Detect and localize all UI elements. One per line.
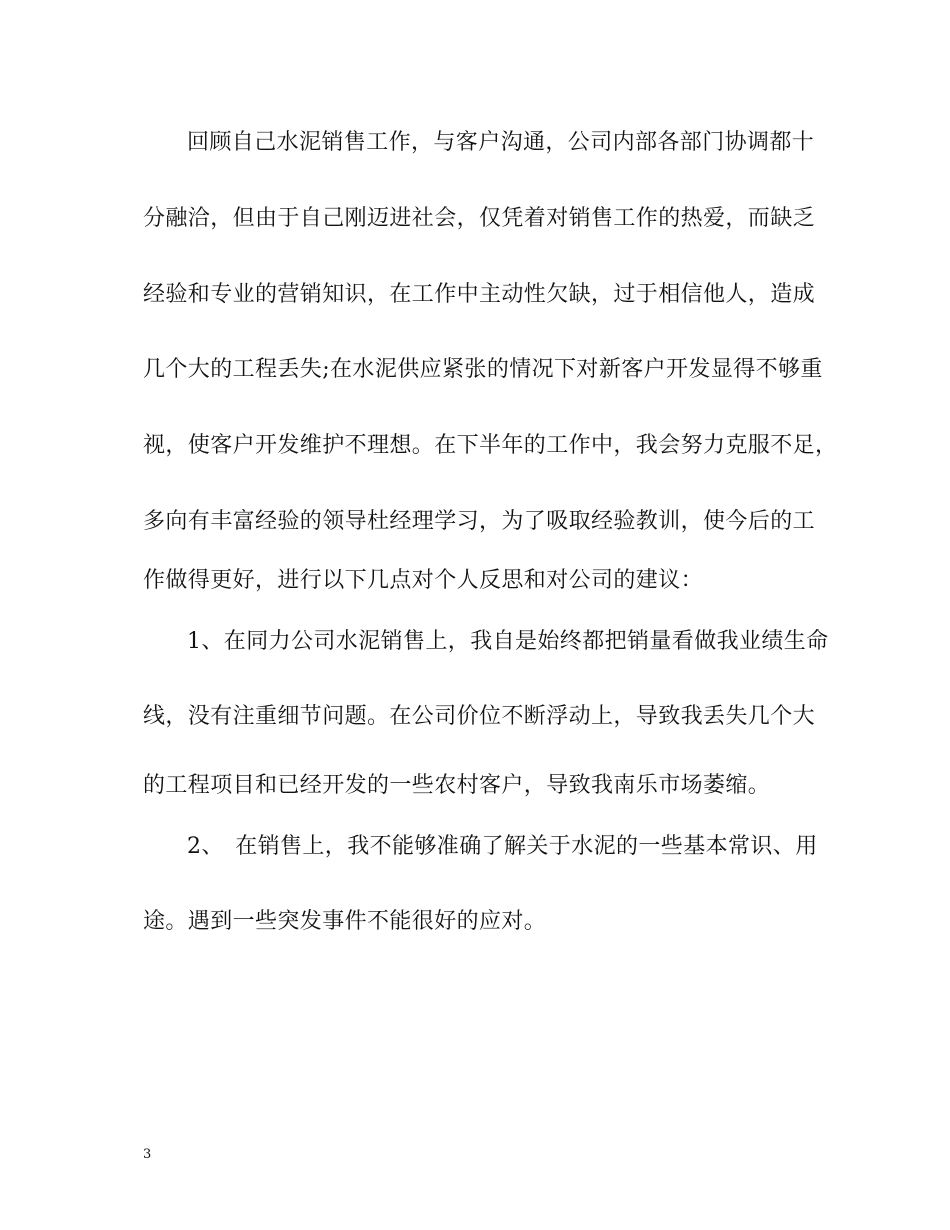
page-number: 3 (143, 1147, 152, 1162)
paragraph-2-line-3: 的工程项目和已经开发的一些农村客户，导致我南乐市场萎缩。 (143, 773, 771, 798)
paragraph-1-line-1: 回顾自己水泥销售工作，与客户沟通，公司内部各部门协调都十 (187, 130, 815, 155)
paragraph-1-line-5: 视，使客户开发维护不理想。在下半年的工作中，我会努力克服不足， (143, 433, 838, 458)
paragraph-1-line-2: 分融洽，但由于自己刚迈进社会，仅凭着对销售工作的热爱，而缺乏 (143, 206, 816, 231)
paragraph-1-line-4: 几个大的工程丢失;在水泥供应紧张的情况下对新客户开发显得不够重 (143, 357, 823, 382)
paragraph-2-line-1: 1、在同力公司水泥销售上，我自是始终都把销量看做我业绩生命 (187, 629, 829, 654)
paragraph-1-line-7: 作做得更好，进行以下几点对个人反思和对公司的建议： (143, 568, 704, 593)
paragraph-1-line-6: 多向有丰富经验的领导杜经理学习，为了吸取经验教训，使今后的工 (143, 509, 816, 534)
paragraph-3-line-1: 2、 在销售上，我不能够准确了解关于水泥的一些基本常识、用 (187, 834, 818, 859)
paragraph-1-line-3: 经验和专业的营销知识，在工作中主动性欠缺，过于相信他人，造成 (143, 282, 816, 307)
paragraph-2-line-2: 线，没有注重细节问题。在公司价位不断浮动上，导致我丢失几个大 (143, 704, 816, 729)
paragraph-3-line-2: 途。遇到一些突发事件不能很好的应对。 (143, 909, 547, 934)
